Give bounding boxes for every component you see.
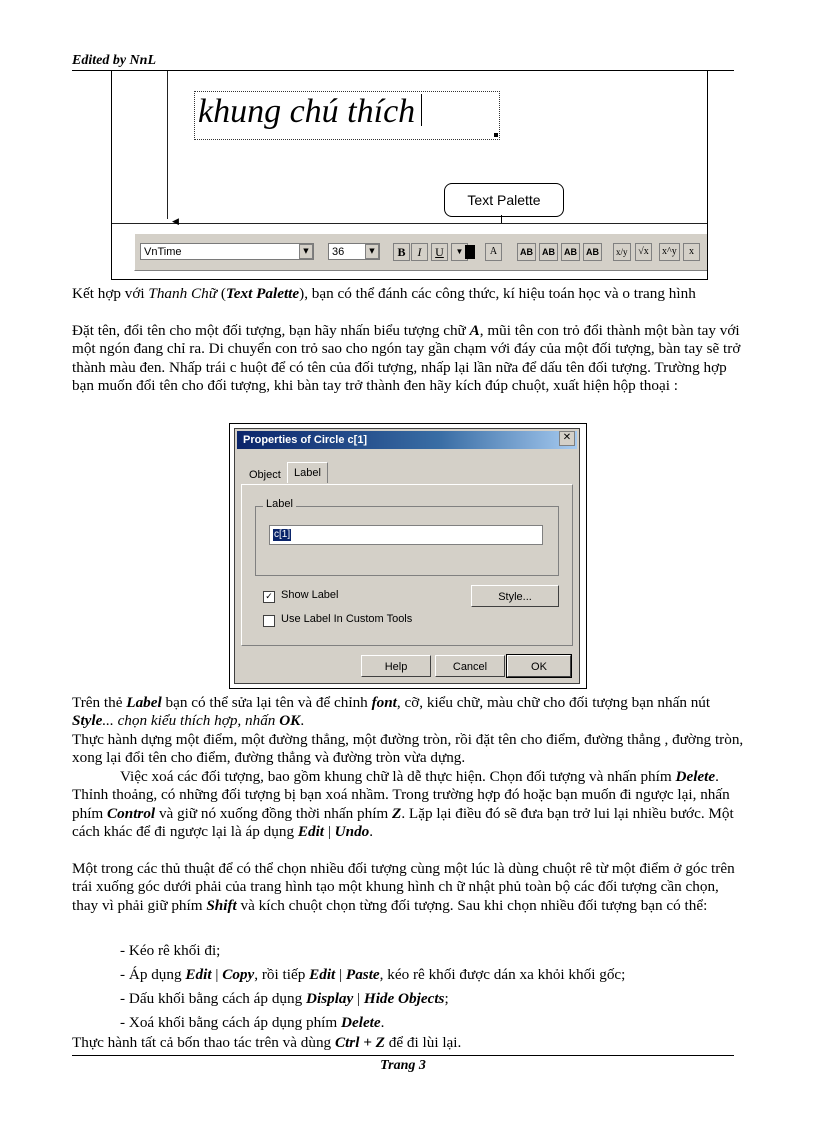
text-palette-toolbar [134, 233, 708, 271]
tooltip-text-palette: Text Palette [444, 183, 564, 217]
paragraph-delete: Việc xoá các đối tượng, bao gồm khung chữ là dễ thực hiện. Chọn đối tượng và nhấn phím Delete. Thỉnh thoảng, có những đối tượng bị bạn xoá nhầm. Trong trường hợp đó hoặc bạn muốn đi ngược lại, nhấn phím Control và giữ nó xuống đồng thời nhấn phím Z. Lặp lại điều đó sẽ đưa bạn trở lui lại nhiều bước. Một cách khác để đi ngược lại là áp dụng Edit | Undo. [72, 768, 734, 841]
label-input[interactable] [269, 525, 543, 545]
text-palette-figure [111, 70, 708, 280]
page-number: Trang 3 [380, 1058, 426, 1073]
text-style-button[interactable]: A [485, 243, 502, 261]
scroll-left-icon[interactable]: ◀ [172, 217, 179, 227]
tooltip-pointer [501, 215, 502, 223]
dialog-title: Properties of Circle c[1] [237, 431, 577, 449]
properties-dialog-figure [229, 423, 587, 689]
help-button[interactable]: Help [361, 655, 431, 677]
paragraph-practice-1: Thực hành dựng một điểm, một đường thẳng, một đường tròn, rồi đặt tên cho điểm, đường thẳng , đường tròn, xong lại đổi tên cho điểm, đường thẳng và đường tròn vừa dựng. [72, 731, 744, 767]
paragraph-text-palette: Kết hợp với Thanh Chữ (Text Palette), bạn có thể đánh các công thức, kí hiệu toán học và o trang hình [72, 285, 696, 302]
align-center-button[interactable]: AB [539, 243, 558, 261]
list-item: - Dấu khối bằng cách áp dụng Display | Hide Objects; [120, 990, 449, 1007]
label-input-value: c[1] [274, 529, 291, 540]
bold-button[interactable]: B [393, 243, 410, 261]
show-label-checkbox[interactable]: ✓ [263, 591, 275, 603]
close-icon[interactable]: ✕ [559, 431, 575, 446]
frame-button[interactable]: AB [583, 243, 602, 261]
underline-button[interactable]: U [431, 243, 448, 261]
resize-handle[interactable] [494, 133, 498, 137]
list-item: - Kéo rê khối đi; [120, 942, 221, 959]
use-label-text: Use Label In Custom Tools [281, 613, 413, 625]
font-size-select[interactable]: 36 [328, 243, 380, 260]
use-label-checkbox[interactable] [263, 615, 275, 627]
chevron-down-icon[interactable]: ▼ [365, 244, 379, 259]
tab-object[interactable]: Object [249, 469, 281, 481]
paragraph-multi-select: Một trong các thủ thuật để có thể chọn nhiều đối tượng cùng một lúc là dùng chuột rê từ một điểm ở góc trên trái xuống góc dưới phải của trang hình tạo một khung hình ch ữ nhật phủ toàn bộ các đối tượng cần chọn, thay vì phải giữ phím Shift và kích chuột chọn từng đối tượng. Sau khi chọn nhiều đối tượng bạn có thể: [72, 860, 735, 914]
power-button[interactable]: x^y [659, 243, 680, 261]
list-item: - Xoá khối bằng cách áp dụng phím Delete. [120, 1014, 385, 1031]
show-label-text: Show Label [281, 589, 339, 601]
style-button[interactable]: Style... [471, 585, 559, 607]
chevron-down-icon[interactable]: ▼ [299, 244, 313, 259]
italic-button[interactable]: I [411, 243, 428, 261]
color-dropdown-button[interactable]: ▼ [451, 243, 468, 261]
cancel-button[interactable]: Cancel [435, 655, 505, 677]
properties-dialog [234, 428, 580, 684]
footer-rule [72, 1055, 734, 1056]
caption-text[interactable]: khung chú thích [198, 93, 422, 131]
page-header: Edited by NnL [72, 53, 156, 68]
label-group-title: Label [263, 498, 296, 510]
align-right-button[interactable]: AB [561, 243, 580, 261]
square-root-button[interactable]: √x [635, 243, 652, 261]
color-swatch [465, 245, 475, 259]
paragraph-practice-2: Thực hành tất cả bốn thao tác trên và dùng Ctrl + Z để đi lùi lại. [72, 1034, 462, 1051]
list-item: - Áp dụng Edit | Copy, rồi tiếp Edit | Paste, kéo rê khối được dán xa khỏi khối gốc; [120, 966, 626, 983]
fraction-button[interactable]: x/y [613, 243, 631, 261]
font-name-select[interactable]: VnTime [140, 243, 314, 260]
sketch-left-border [167, 71, 168, 219]
paragraph-rename-object: Đặt tên, đổi tên cho một đối tượng, bạn hãy nhấn biểu tượng chữ A, mũi tên con trỏ đổi thành một bàn tay với một ngón đang chỉ ra. Di chuyển con trỏ sao cho ngón tay gần chạm với đáy của một đối tượng, bàn tay sẽ trở thành màu đen. Nhấp trái c huột để có tên của đối tượng, nhấp lại lần nữa để dấu tên đối tượng. Trường hợp bạn muốn đổi tên cho đối tượng, khi bàn tay trở thành đen hãy kích đúp chuột, xuất hiện hộp thoại : [72, 322, 741, 395]
align-left-button[interactable]: AB [517, 243, 536, 261]
tab-label[interactable]: Label [287, 462, 328, 483]
sketch-bottom-border [112, 223, 707, 224]
ok-button[interactable]: OK [507, 655, 571, 677]
paragraph-label-tab: Trên thẻ Label bạn có thể sửa lại tên và để chỉnh font, cỡ, kiểu chữ, màu chữ cho đối tượng bạn nhấn nút Style... chọn kiểu thích hợp, nhấn OK. [72, 694, 711, 730]
subscript-button[interactable]: x [683, 243, 700, 261]
